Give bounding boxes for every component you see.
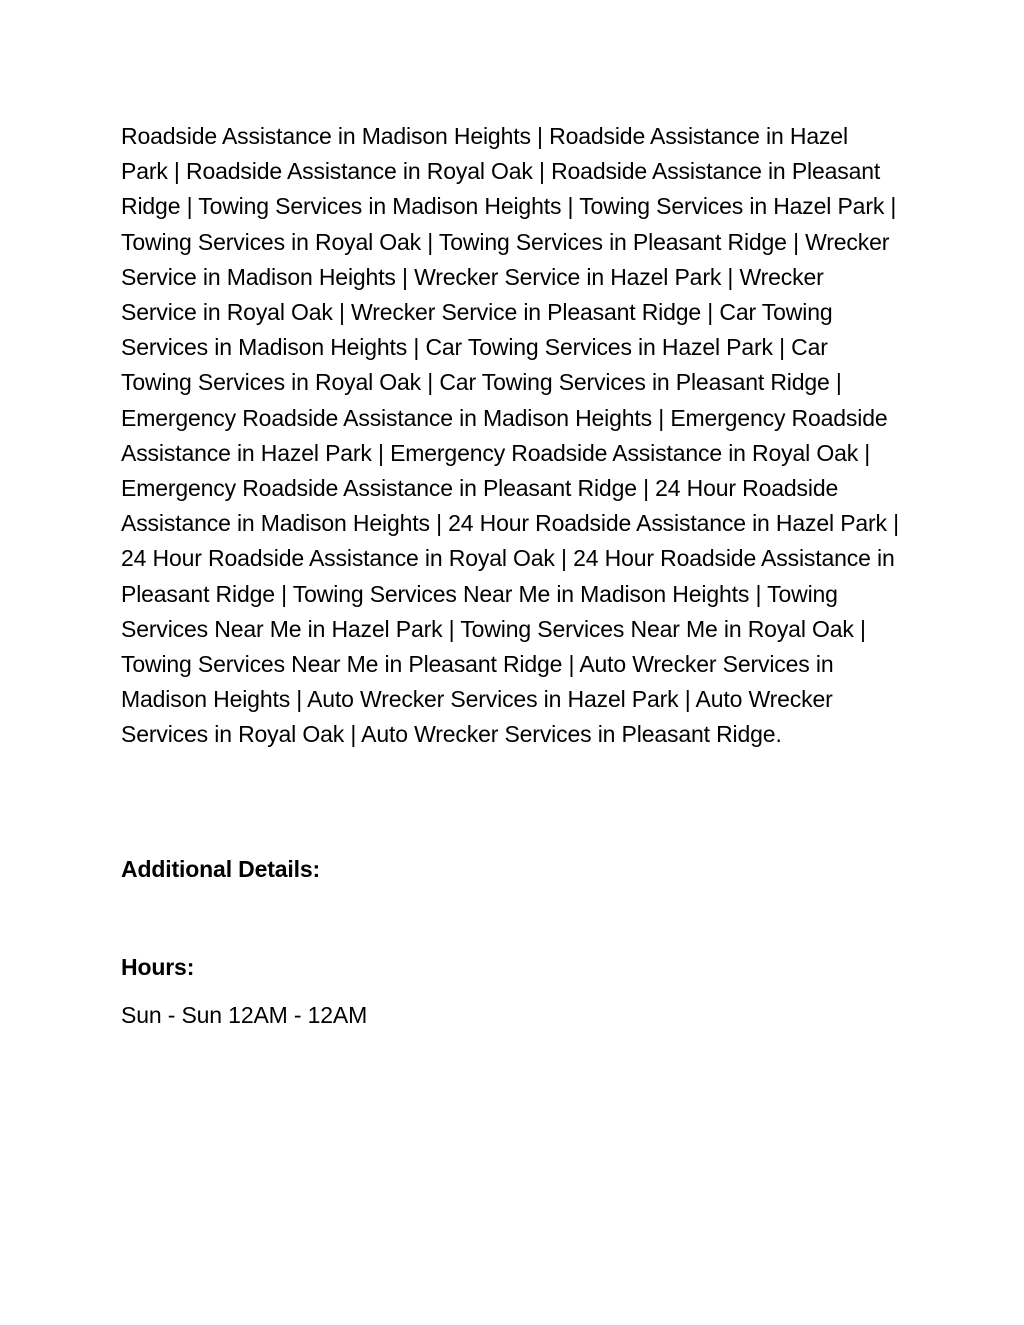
hours-heading: Hours: xyxy=(121,954,195,980)
hours-value: Sun - Sun 12AM - 12AM xyxy=(121,1002,368,1028)
service-areas-paragraph: Roadside Assistance in Madison Heights | Roadside Assistance in Hazel Park | Roadside Assistance in Royal Oak | Roadside Assistance in Pleasant Ridge | Towing Services in Madison Heights | Towing Services in Hazel Park | Towing Services in Royal Oak | Towing Services in Pleasant Ridge | Wrecker Service in Madison Heights | Wrecker Service in Hazel Park | Wrecker Service in Royal Oak | Wrecker Service in Pleasant Ridge | Car Towing Services in Madison Heights | Car Towing Services in Hazel Park | Car Towing Services in Royal Oak | Car Towing Services in Pleasant Ridge | Emergency Roadside Assistance in Madison Heights | Emergency Roadside Assistance in Hazel Park | Emergency Roadside Assistance in Royal Oak | Emergency Roadside Assistance in Pleasant Ridge | 24 Hour Roadside Assistance in Madison Heights | 24 Hour Roadside Assistance in Hazel Park | 24 Hour Roadside Assistance in Royal Oak | 24 Hour Roadside Assistance in Pleasant Ridge | Towing Services Near Me in Madison Heights | Towing Services Near Me in Hazel Park | Towing Services Near Me in Royal Oak | Towing Services Near Me in Pleasant Ridge | Auto Wrecker Services in Madison Heights | Auto Wrecker Services in Hazel Park | Auto Wrecker Services in Royal Oak | Auto Wrecker Services in Pleasant Ridge. xyxy=(121,123,899,748)
additional-details-heading: Additional Details: xyxy=(121,856,321,882)
document-page xyxy=(121,119,899,1028)
